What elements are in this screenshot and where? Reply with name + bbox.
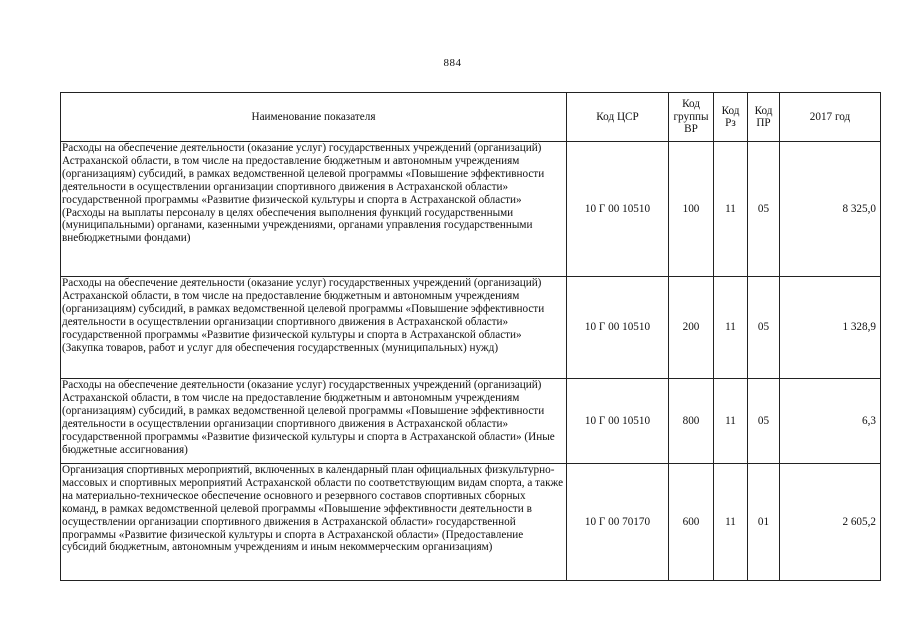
- row-pr-code: 01: [748, 464, 780, 581]
- row-amount-2017: 6,3: [780, 379, 881, 464]
- row-rz-code: 11: [714, 277, 748, 379]
- header-indicator-name: Наименование показателя: [61, 93, 567, 142]
- budget-expenditure-table: [60, 92, 881, 581]
- header-pr-code: [748, 93, 780, 142]
- row-csr-code: 10 Г 00 70170: [567, 464, 669, 581]
- row-vr-code: 100: [669, 142, 714, 277]
- header-rz-code: [714, 93, 748, 142]
- table-row: [61, 379, 881, 464]
- header-csr-code: Код ЦСР: [567, 93, 669, 142]
- header-year-2017: 2017 год: [780, 93, 881, 142]
- table-row: [61, 464, 881, 581]
- row-indicator-name: Расходы на обеспечение деятельности (оказание услуг) государственных учреждений (организаций) Астраханской области, в том числе на предоставление бюджетным и автономным учреждениям (организациям) субсидий, в рамках ведомственной целевой программы «Повышение эффективности деятельности в осуществлении организации спортивного движения в Астраханской области» государственной программы «Развитие физической культуры и спорта в Астраханской области» (Иные бюджетные ассигнования): [61, 379, 567, 464]
- row-rz-code: 11: [714, 142, 748, 277]
- row-vr-code: 600: [669, 464, 714, 581]
- table-header: [61, 93, 881, 142]
- row-pr-code: 05: [748, 142, 780, 277]
- row-csr-code: 10 Г 00 10510: [567, 277, 669, 379]
- row-csr-code: 10 Г 00 10510: [567, 379, 669, 464]
- row-amount-2017: 2 605,2: [780, 464, 881, 581]
- table-row: [61, 142, 881, 277]
- table-body: [61, 142, 881, 581]
- header-vr-code: [669, 93, 714, 142]
- row-indicator-name: Организация спортивных мероприятий, включенных в календарный план официальных физкультурно-массовых и спортивных мероприятий Астраханской области по соответствующим видам спорта, а также на материально-техническое обеспечение основного и резервного составов спортивных сборных команд, в рамках ведомственной целевой программы «Повышение эффективности деятельности в осуществлении организации спортивного движения в Астраханской области» государственной программы «Развитие физической культуры и спорта в Астраханской области» (Предоставление субсидий бюджетным, автономным учреждениям и иным некоммерческим организациям): [61, 464, 567, 581]
- header-vr-line-1: Код: [682, 98, 700, 111]
- header-pr-line-1: Код: [754, 104, 773, 117]
- header-rz-line-2: Рз: [725, 117, 736, 129]
- row-rz-code: 11: [714, 379, 748, 464]
- row-vr-code: 800: [669, 379, 714, 464]
- header-rz-line-1: Код: [721, 104, 740, 117]
- row-pr-code: 05: [748, 277, 780, 379]
- header-vr-line-3: ВР: [684, 123, 698, 136]
- page-number: 884: [443, 57, 462, 69]
- header-pr-line-2: ПР: [756, 117, 771, 129]
- row-pr-code: 05: [748, 379, 780, 464]
- row-indicator-name: Расходы на обеспечение деятельности (оказание услуг) государственных учреждений (организаций) Астраханской области, в том числе на предоставление бюджетным и автономным учреждениям (организациям) субсидий, в рамках ведомственной целевой программы «Повышение эффективности деятельности в осуществлении организации спортивного движения в Астраханской области» государственной программы «Развитие физической культуры и спорта в Астраханской области» (Расходы на выплаты персоналу в целях обеспечения выполнения функций государственными (муниципальными) органами, казенными учреждениями, органами управления государственными внебюджетными фондами): [61, 142, 567, 277]
- table-row: [61, 277, 881, 379]
- row-vr-code: 200: [669, 277, 714, 379]
- row-csr-code: 10 Г 00 10510: [567, 142, 669, 277]
- row-indicator-name: Расходы на обеспечение деятельности (оказание услуг) государственных учреждений (организаций) Астраханской области, в том числе на предоставление бюджетным и автономным учреждениям (организациям) субсидий, в рамках ведомственной целевой программы «Повышение эффективности деятельности в осуществлении организации спортивного движения в Астраханской области» государственной программы «Развитие физической культуры и спорта в Астраханской области» (Закупка товаров, работ и услуг для обеспечения государственных (муниципальных) нужд): [61, 277, 567, 379]
- row-amount-2017: 8 325,0: [780, 142, 881, 277]
- header-vr-line-2: группы: [673, 110, 709, 123]
- row-amount-2017: 1 328,9: [780, 277, 881, 379]
- row-rz-code: 11: [714, 464, 748, 581]
- header-row: [61, 93, 881, 142]
